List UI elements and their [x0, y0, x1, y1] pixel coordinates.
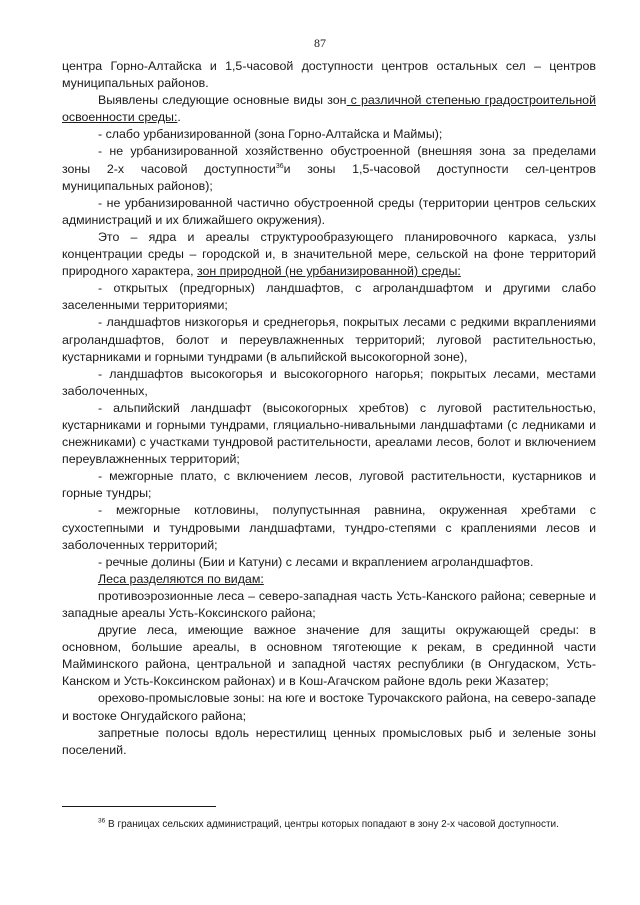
body-text: [62, 58, 596, 759]
paragraph: - не урбанизированной частично обустроенной среды (территории центров сельских администраций и их ближайшего окружения).: [62, 195, 596, 227]
paragraph: другие леса, имеющие важное значение для защиты окружающей среды: в основном, большие ареалы, в основном тяготеющие к рекам, в срединной части Майминского района, центральной и западной частях республики (в Онгудаском, Усть-Канском и Усть-Коксинском районах) и в Кош-Агачском районе вдоль реки Жазатер;: [62, 623, 596, 689]
footnote-divider: [62, 806, 216, 807]
footnote: [62, 818, 596, 832]
paragraph: - альпийский ландшафт (высокогорных хребтов) с луговой растительностью, кустарниками и горными тундрами, гляциально-нивальными ландшафтами (с ледниками и снежниками) с участками тундровой растительности, ареалами лесов, болот и включением переувлажненных территорий;: [62, 400, 596, 467]
paragraph: - ландшафтов низкогорья и среднегорья, покрытых лесами с редкими вкраплениями агроландшафтов, болот и переувлажненных территорий; луговой растительностью, кустарниками и горными тундрами (в альпийской высокогорной зоне),: [62, 315, 596, 364]
paragraph: - не урбанизированной хозяйственно обустроенной (внешняя зона за пределами зоны 2-х часовой доступности$^{36}$и зоны 1,5-часовой доступности сел-центров муниципальных районов);: [62, 144, 596, 193]
paragraph: Выявлены следующие основные виды зон с различной степенью градостроительной освоенности среды:.: [62, 93, 596, 125]
paragraph: - межгорные плато, с включением лесов, луговой растительности, кустарников и горные тундры;: [62, 469, 596, 501]
paragraph: - речные долины (Бии и Катуни) с лесами и вкраплением агроландшафтов.: [98, 554, 534, 569]
paragraph: Это – ядра и ареалы структурообразующего планировочного каркаса, узлы концентрации среды – городской и, в значительной мере, сельской на фоне территорий природного характера, зон природной (не урбанизированной) среды:: [62, 229, 596, 279]
footnote-number: 36: [98, 817, 106, 825]
footnote-text: В границах сельских администраций, центры которых попадают в зону 2-х часовой доступности.: [105, 819, 559, 830]
paragraph-heading: Леса разделяются по видам:: [98, 571, 264, 586]
paragraph: - открытых (предгорных) ландшафтов, с агроландшафтом и другими слабо заселенными территориями;: [62, 281, 596, 313]
paragraph: - ландшафтов высокогорья и высокогорного нагорья; покрытых лесами, местами заболоченных,: [62, 366, 596, 398]
footnote-reference[interactable]: 36: [275, 162, 284, 170]
paragraph: центра Горно-Алтайска и 1,5-часовой доступности центров остальных сел – центров муниципальных районов.: [62, 59, 596, 91]
paragraph: запретные полосы вдоль нерестилищ ценных промысловых рыб и зеленые зоны поселений.: [62, 725, 596, 757]
page-number: 87: [314, 36, 326, 50]
paragraph: орехово-промысловые зоны: на юге и востоке Турочакского района, на северо-западе и востоке Онгудайского района;: [62, 691, 596, 723]
paragraph: - межгорные котловины, полупустынная равнина, окруженная хребтами с сухостепными и тундровыми ландшафтами, тундро-степями с краплениями лесов и заболоченных территорий;: [62, 503, 596, 552]
paragraph: - слабо урбанизированной (зона Горно-Алтайска и Маймы);: [98, 127, 443, 142]
paragraph: противоэрозионные леса – северо-западная часть Усть-Канского района; северные и западные ареалы Усть-Коксинского района;: [62, 588, 596, 620]
